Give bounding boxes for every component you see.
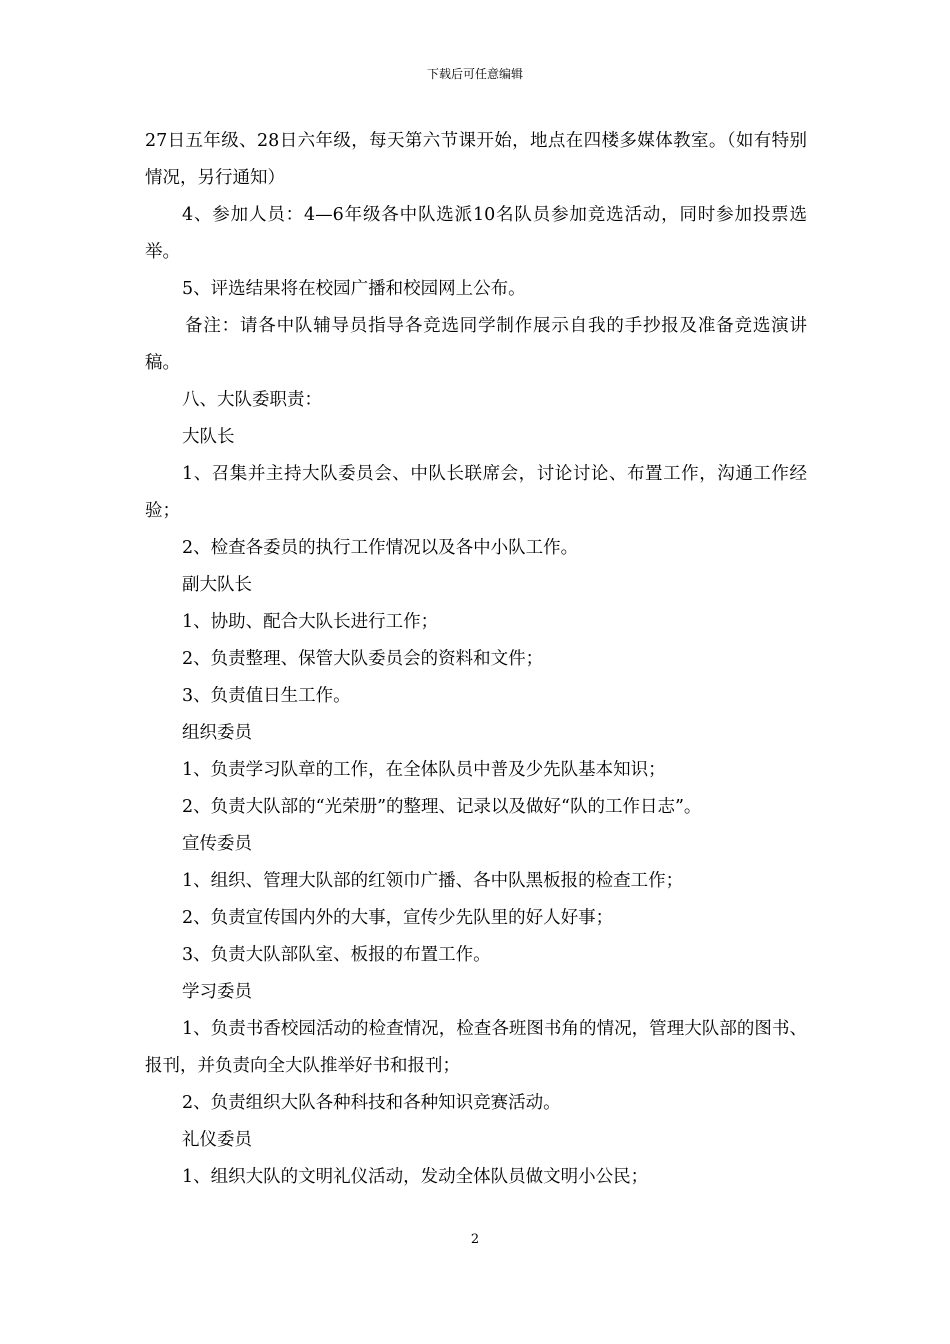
- duty-item: 1、协助、配合大队长进行工作；: [182, 612, 439, 632]
- page-number: 2: [470, 1232, 480, 1247]
- duty-item: 2、负责大队部的“光荣册”的整理、记录以及做好“队的工作日志”。: [182, 797, 702, 817]
- duty-item: 1、负责学习队章的工作，在全体队员中普及少先队基本知识；: [182, 760, 666, 780]
- duty-item: 2、检查各委员的执行工作情况以及各中小队工作。: [182, 538, 579, 558]
- paragraph-note: 备注：请各中队辅导员指导各竞选同学制作展示自我的手抄报及准备竞选演讲稿。: [145, 316, 807, 373]
- duty-item: 2、负责整理、保管大队委员会的资料和文件；: [182, 649, 544, 669]
- duty-item: 1、组织、管理大队部的红领巾广播、各中队黑板报的检查工作；: [182, 871, 684, 891]
- role-heading-vice-captain: 副大队长: [182, 575, 252, 595]
- duty-item: 1、召集并主持大队委员会、中队长联席会，讨论讨论、布置工作，沟通工作经验；: [145, 464, 807, 521]
- duty-item: 1、组织大队的文明礼仪活动，发动全体队员做文明小公民；: [182, 1167, 649, 1187]
- document-body: [145, 123, 807, 1196]
- paragraph-schedule-continued: 27日五年级、28日六年级，每天第六节课开始，地点在四楼多媒体教室。（如有特别情况，另行通知）: [145, 131, 807, 188]
- duty-item: 2、负责组织大队各种科技和各种知识竞赛活动。: [182, 1093, 561, 1113]
- paragraph-results: 5、评选结果将在校园广播和校园网上公布。: [182, 279, 526, 299]
- paragraph-participants: 4、参加人员：4—6年级各中队选派10名队员参加竞选活动，同时参加投票选举。: [145, 205, 807, 262]
- duty-item: 2、负责宣传国内外的大事，宣传少先队里的好人好事；: [182, 908, 614, 928]
- role-heading-etiquette: 礼仪委员: [182, 1130, 252, 1150]
- role-heading-publicity: 宣传委员: [182, 834, 252, 854]
- section-heading-duties: 八、大队委职责：: [182, 390, 322, 410]
- duty-item: 3、负责值日生工作。: [182, 686, 351, 706]
- duty-item: 3、负责大队部队室、板报的布置工作。: [182, 945, 491, 965]
- role-heading-organization: 组织委员: [182, 723, 252, 743]
- role-heading-study: 学习委员: [182, 982, 252, 1002]
- duty-item: 1、负责书香校园活动的检查情况，检查各班图书角的情况，管理大队部的图书、报刊，并负责向全大队推举好书和报刊；: [145, 1019, 807, 1076]
- role-heading-captain: 大队长: [182, 427, 235, 447]
- page-header: 下载后可任意编辑: [426, 67, 523, 81]
